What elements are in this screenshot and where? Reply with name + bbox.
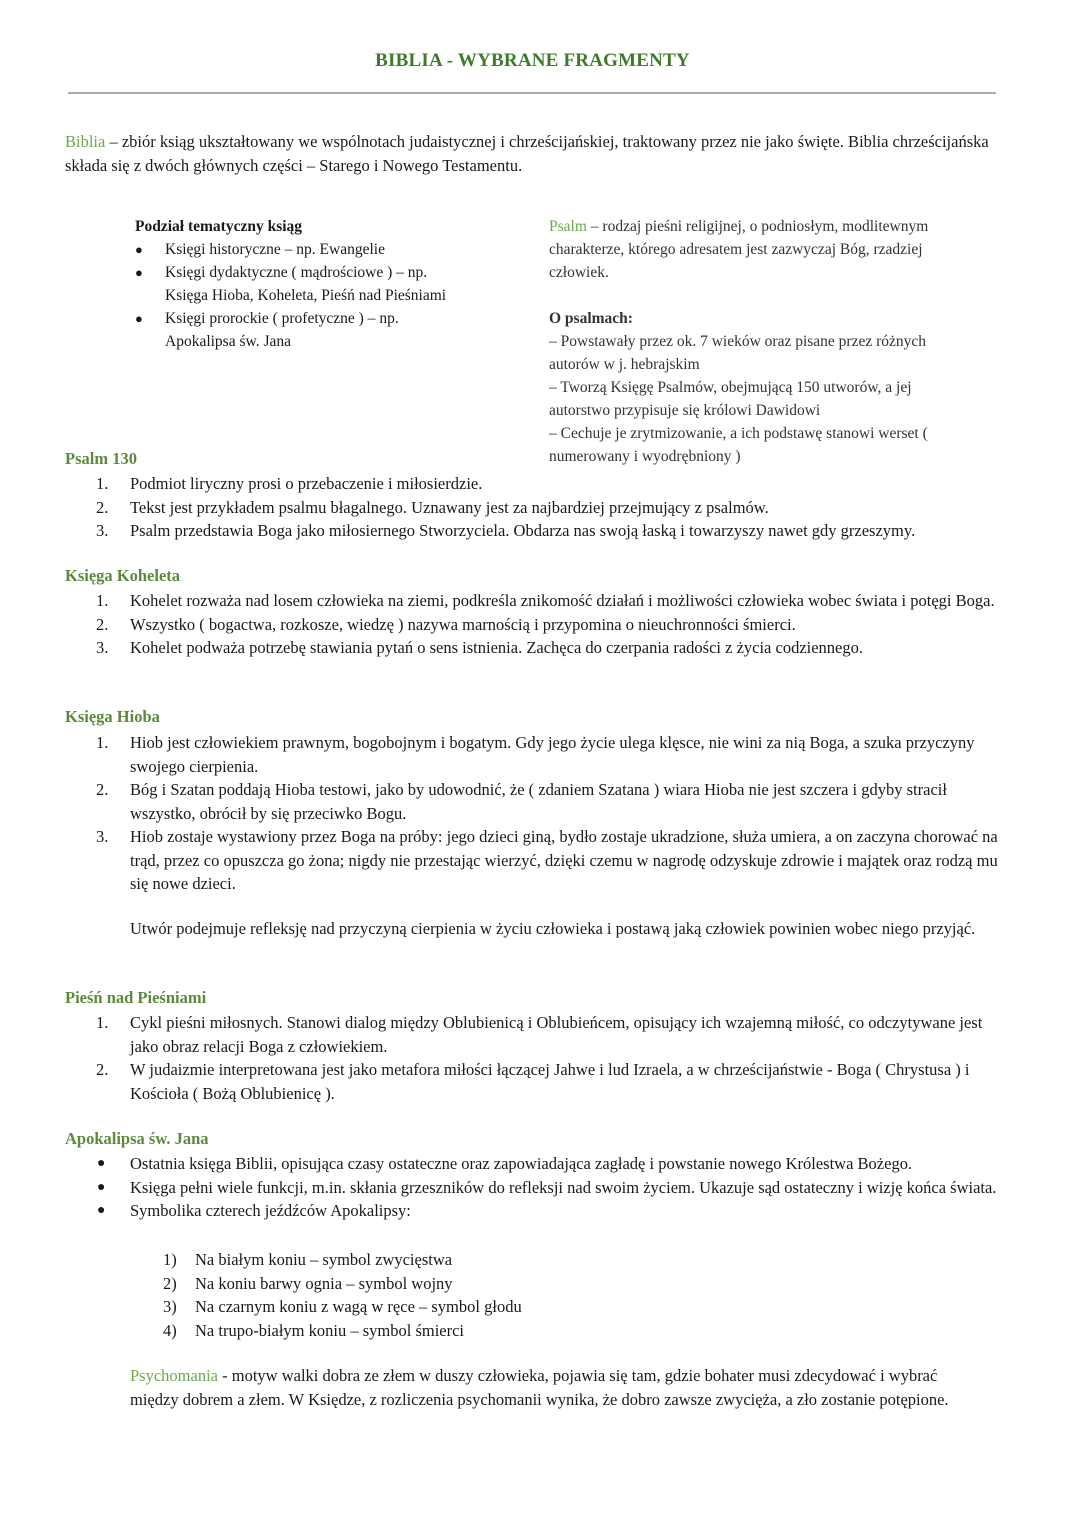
rider-item: 1) Na białym koniu – symbol zwycięstwa xyxy=(163,1250,453,1269)
list-item: 2. Wszystko ( bogactwa, rozkosze, wiedzę ) nazywa marnością i przypomina o nieuchronności śmierci. xyxy=(96,614,796,634)
apocalypse-list xyxy=(0,1152,1000,1223)
psalm-definition xyxy=(549,215,969,468)
koheleth-list xyxy=(0,589,1000,660)
list-item: 2. W judaizmie interpretowana jest jako metafora miłości łączącej Jahwe i lud Izraela, a w chrześcijaństwie - Boga ( Chrystusa ) i Kościoła ( Bożą Oblubienicę ). xyxy=(96,1060,970,1103)
list-item: 1. Cykl pieśni miłosnych. Stanowi dialog między Oblubienicą i Oblubieńcem, opisujący ich wzajemną miłość, co odczytywane jest jako obraz relacji Boga z człowiekiem. xyxy=(96,1013,983,1056)
section-heading-apocalypse: Apokalipsa św. Jana xyxy=(65,1129,209,1148)
song-list xyxy=(0,1011,990,1105)
division-item: ● Księgi dydaktyczne ( mądrościowe ) – np. Księga Hioba, Koheleta, Pieśń nad Pieśniami xyxy=(135,264,447,304)
list-item: 3. Kohelet podważa potrzebę stawiania pytań o sens istnienia. Zachęca do czerpania radości z życia codziennego. xyxy=(96,638,864,657)
intro-term: Biblia xyxy=(65,132,106,151)
section-heading-song: Pieśń nad Pieśniami xyxy=(65,988,207,1007)
list-item: 1. Kohelet rozważa nad losem człowieka na ziemi, podkreśla znikomość działań i możliwości człowieka wobec świata i potęgi Boga. xyxy=(96,591,995,610)
section-heading-psalm130: Psalm 130 xyxy=(65,449,137,468)
psychomania-term: Psychomania xyxy=(130,1366,218,1385)
job-note: Utwór podejmuje refleksję nad przyczyną cierpienia w życiu człowieka i postawą jaką człowiek powinien wobec niego przyjąć. xyxy=(130,919,976,938)
section-heading-job: Księga Hioba xyxy=(65,707,160,726)
list-item: 2. Tekst jest przykładem psalmu błagalnego. Uznawany jest za najbardziej przejmujący z psalmów. xyxy=(96,497,769,517)
page-title: BIBLIA - WYBRANE FRAGMENTY xyxy=(375,50,690,71)
list-item: ● Ostatnia księga Biblii, opisująca czasy ostateczne oraz zapowiadająca zagładę i powstanie nowego Królestwa Bożego. xyxy=(97,1154,913,1173)
psychomania-paragraph: Psychomania - motyw walki dobra ze złem w duszy człowieka, pojawia się tam, gdzie bohater musi zdecydować i wybrać między dobrem a złem. W Księdze, z rozliczenia psychomanii wynika, że dobro zawsze zwycięża, a zło zostanie potępione. xyxy=(130,1366,949,1409)
list-item: 3. Hiob zostaje wystawiony przez Boga na próby: jego dzieci giną, bydło zostaje ukradzione, służa umiera, a on zaczyna chorować na trąd, przez co opuszcza go żona; nigdy nie przestając wierzyć, dzięki czemu w nagrodę odzyskuje zdrowie i majątek oraz rodzą mu się nowe dzieci. xyxy=(96,827,998,893)
list-item: 3. Psalm przedstawia Boga jako miłosiernego Stworzyciela. Obdarza nas swoją łaską i towarzyszy nawet gdy grzeszymy. xyxy=(96,521,916,540)
title-divider xyxy=(68,92,996,94)
list-item: 1. Hiob jest człowiekiem prawnym, bogobojnym i bogatym. Gdy jego życie ulega klęsce, nie wini za nią Boga, a szuka przyczyny swojego cierpienia. xyxy=(96,733,975,776)
division-section xyxy=(103,215,503,353)
intro-text: – zbiór ksiąg ukształtowany we wspólnotach judaistycznej i chrześcijańskiej, traktowany przez nie jako święte. Biblia chrześcijańska składa się z dwóch głównych części – Starego i Nowego Testamentu. xyxy=(65,132,989,175)
psalm-about-line: – Cechuje je zrytmizowanie, a ich podstawę stanowi werset ( numerowany i wyodrębniony ) xyxy=(549,425,928,465)
rider-item: 2) Na koniu barwy ognia – symbol wojny xyxy=(163,1273,453,1293)
rider-item: 3) Na czarnym koniu z wagą w ręce – symbol głodu xyxy=(163,1297,522,1316)
section-heading-koheleth: Księga Koheleta xyxy=(65,566,181,585)
psalm-def-text: Psalm – rodzaj pieśni religijnej, o podniosłym, modlitewnym charakterze, którego adresatem jest zazwyczaj Bóg, rzadziej człowiek. xyxy=(549,218,929,281)
psalm-about-heading: O psalmach: xyxy=(549,310,633,327)
rider-item: 4) Na trupo-białym koniu – symbol śmierci xyxy=(163,1320,465,1340)
psalm-about-line: – Tworzą Księgę Psalmów, obejmującą 150 utworów, a jej autorstwo przypisuje się królowi Dawidowi xyxy=(549,379,912,419)
list-item: 1. Podmiot liryczny prosi o przebaczenie i miłosierdzie. xyxy=(96,474,483,493)
list-item: ● Księga pełni wiele funkcji, m.in. skłania grzeszników do refleksji nad swoim życiem. Ukazuje sąd ostateczny i wizję końca świata. xyxy=(97,1177,997,1197)
job-list xyxy=(0,731,1005,896)
psalm-about-line: – Powstawały przez ok. 7 wieków oraz pisane przez różnych autorów w j. hebrajskim xyxy=(549,333,927,373)
list-item: 2. Bóg i Szatan poddają Hioba testowi, jako by udowodnić, że ( zdaniem Szatana ) wiara Hioba nie jest szczera i gdyby stracił wszystko, obrócił by się przeciwko Bogu. xyxy=(96,780,947,823)
division-item: ● Księgi prorockie ( profetyczne ) – np. Apokalipsa św. Jana xyxy=(135,310,399,350)
riders-list xyxy=(65,1248,965,1342)
division-heading: Podział tematyczny ksiąg xyxy=(135,218,303,235)
division-item: ● Księgi historyczne – np. Ewangelie xyxy=(135,241,385,258)
intro-paragraph xyxy=(65,130,1000,177)
psalm130-list xyxy=(0,472,950,543)
list-item: ● Symbolika czterech jeźdźców Apokalipsy: xyxy=(97,1201,411,1220)
